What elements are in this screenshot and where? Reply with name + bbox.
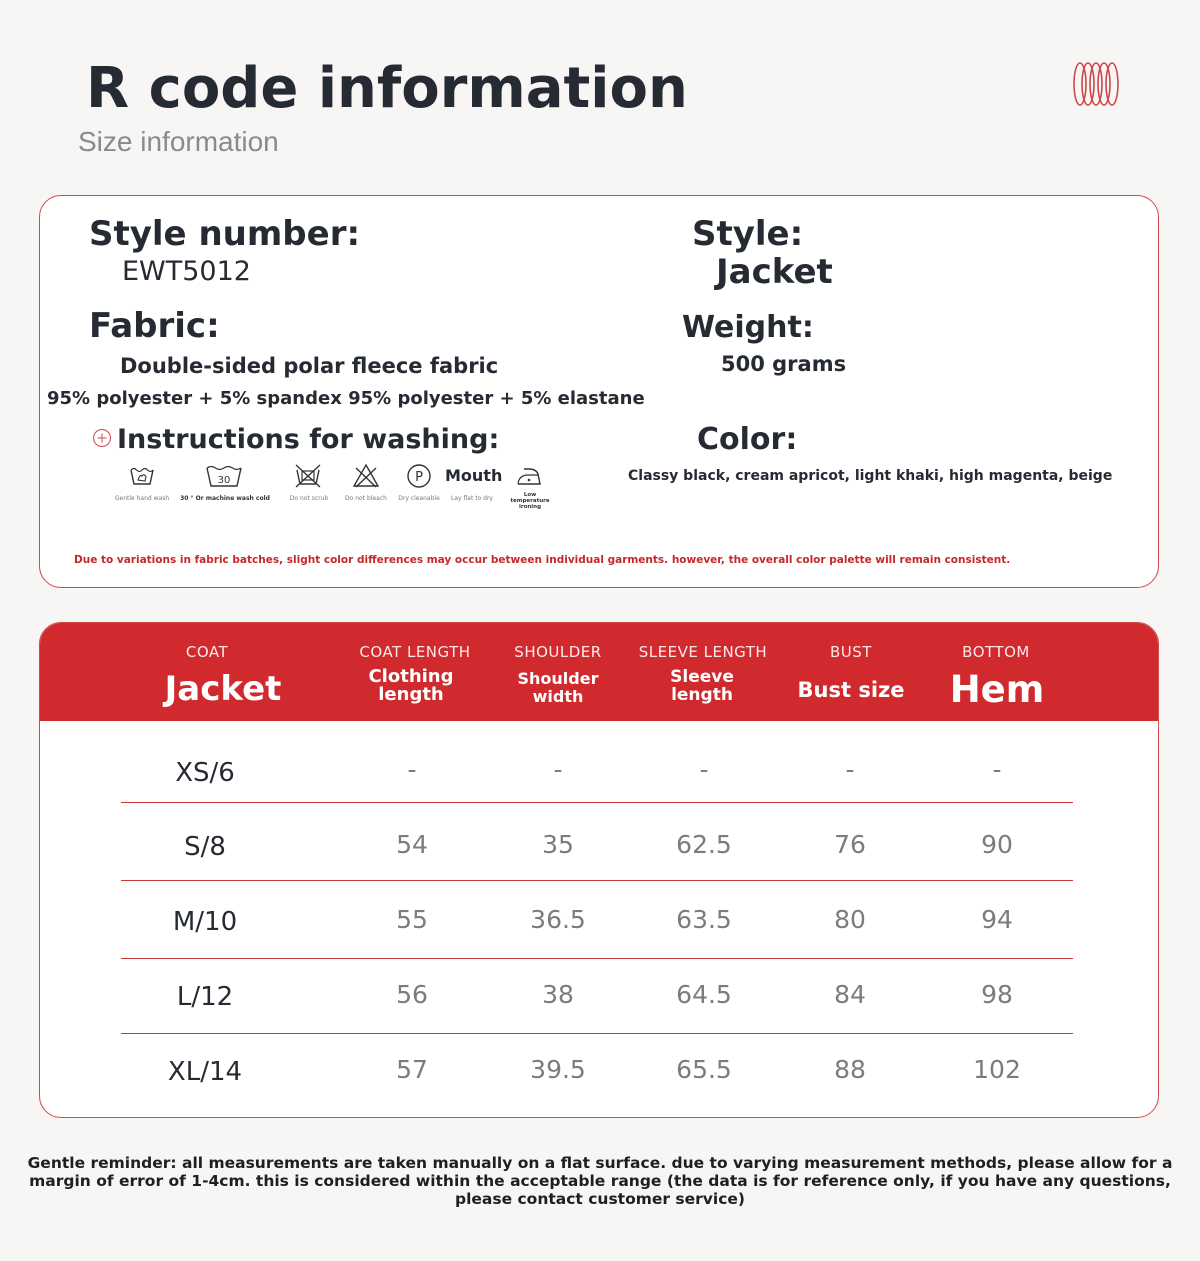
style-number-label: Style number:	[89, 214, 361, 254]
weight-label: Weight:	[682, 310, 814, 345]
do-not-scrub-icon	[293, 462, 323, 490]
size-label: XL/14	[167, 1057, 243, 1087]
size-label: S/8	[184, 832, 226, 862]
table-cell: 98	[981, 980, 1013, 1009]
table-cell: -	[407, 755, 417, 784]
brand-logo-icon	[1070, 60, 1122, 108]
color-label: Color:	[697, 422, 798, 457]
table-cell: 76	[834, 830, 866, 859]
table-cell: 94	[981, 905, 1013, 934]
dry-clean-icon	[404, 462, 434, 490]
table-header	[40, 623, 1159, 721]
machine-wash-30-icon	[204, 462, 244, 490]
table-cell: 88	[834, 1055, 866, 1084]
style-value: Jacket	[716, 252, 833, 292]
column-header-main: Shoulder width	[517, 669, 599, 706]
table-cell: 64.5	[676, 980, 732, 1009]
table-cell: 62.5	[676, 830, 732, 859]
table-cell: -	[992, 755, 1002, 784]
column-header-top: COAT	[185, 643, 229, 661]
column-header-top: BOTTOM	[962, 643, 1030, 661]
size-label: XS/6	[175, 758, 235, 788]
table-cell: 102	[973, 1055, 1021, 1084]
fabric-value: Double-sided polar fleece fabric	[120, 354, 499, 378]
column-header-top: SLEEVE LENGTH	[638, 643, 768, 661]
row-divider	[121, 1033, 1073, 1034]
column-header-top: BUST	[830, 643, 872, 661]
do-not-bleach-icon	[351, 462, 381, 490]
table-cell: 36.5	[530, 905, 586, 934]
column-header-top: COAT LENGTH	[359, 643, 471, 661]
table-cell: 65.5	[676, 1055, 732, 1084]
fabric-label: Fabric:	[89, 306, 220, 346]
lay-flat-dry-icon: Mouth	[445, 466, 503, 485]
style-number-value: EWT5012	[122, 256, 251, 287]
column-header-main: Bust size	[797, 678, 905, 702]
wash-caption: Do not bleach	[345, 495, 387, 502]
size-label: M/10	[172, 907, 238, 937]
dry-clean-letter: P	[415, 470, 423, 485]
wash-caption: Gentle hand wash	[114, 495, 170, 502]
washing-label: Instructions for washing:	[117, 424, 500, 455]
table-cell: 63.5	[676, 905, 732, 934]
color-variation-notice: Due to variations in fabric batches, slight color differences may occur between individual garments. however, the overall color palette will remain consistent.	[74, 554, 1011, 566]
wash-caption: Lay flat to dry	[451, 495, 493, 502]
color-value: Classy black, cream apricot, light khaki, high magenta, beige	[628, 468, 1113, 484]
table-cell: 35	[542, 830, 574, 859]
table-cell: 80	[834, 905, 866, 934]
page-title: R code information	[86, 56, 688, 121]
table-cell: 54	[396, 830, 428, 859]
low-temperature-ironing-icon	[514, 462, 544, 490]
fabric-composition: 95% polyester + 5% spandex 95% polyester + 5% elastane	[47, 388, 645, 409]
table-cell: 56	[396, 980, 428, 1009]
wash-caption: Low temperature ironing	[510, 492, 550, 510]
wash-caption: Do not scrub	[289, 495, 329, 502]
product-info-card	[39, 195, 1159, 588]
plus-circle-icon	[92, 428, 112, 448]
style-label: Style:	[692, 214, 804, 254]
table-cell: 39.5	[530, 1055, 586, 1084]
table-cell: 90	[981, 830, 1013, 859]
table-cell: 84	[834, 980, 866, 1009]
size-label: L/12	[176, 982, 234, 1012]
table-cell: -	[845, 755, 855, 784]
wash-temp-text: 30	[217, 475, 231, 486]
column-header-main: Sleeve length	[670, 667, 734, 705]
table-cell: 57	[396, 1055, 428, 1084]
column-header-main: Clothing length	[368, 666, 454, 705]
table-cell: 38	[542, 980, 574, 1009]
weight-value: 500 grams	[721, 352, 847, 376]
size-table	[39, 622, 1159, 1118]
table-cell: 55	[396, 905, 428, 934]
row-divider	[121, 802, 1073, 803]
page-subtitle: Size information	[78, 126, 279, 157]
table-cell: -	[553, 755, 563, 784]
row-divider	[121, 958, 1073, 959]
column-header-main: Hem	[949, 668, 1045, 711]
gentle-hand-wash-icon	[127, 462, 157, 490]
wash-caption: 30 ° Or machine wash cold	[180, 495, 270, 502]
column-header-top: SHOULDER	[514, 643, 602, 661]
wash-caption: Dry cleanable	[398, 495, 440, 502]
measurement-reminder: Gentle reminder: all measurements are taken manually on a flat surface. due to varying measurement methods, please allow for a margin of error of 1-4cm. this is considered within the acceptable range (the data is for reference only, if you have any questions, please contact customer service)	[27, 1154, 1173, 1208]
row-divider	[121, 880, 1073, 881]
table-cell: -	[699, 755, 709, 784]
column-header-main: Jacket	[164, 669, 282, 709]
